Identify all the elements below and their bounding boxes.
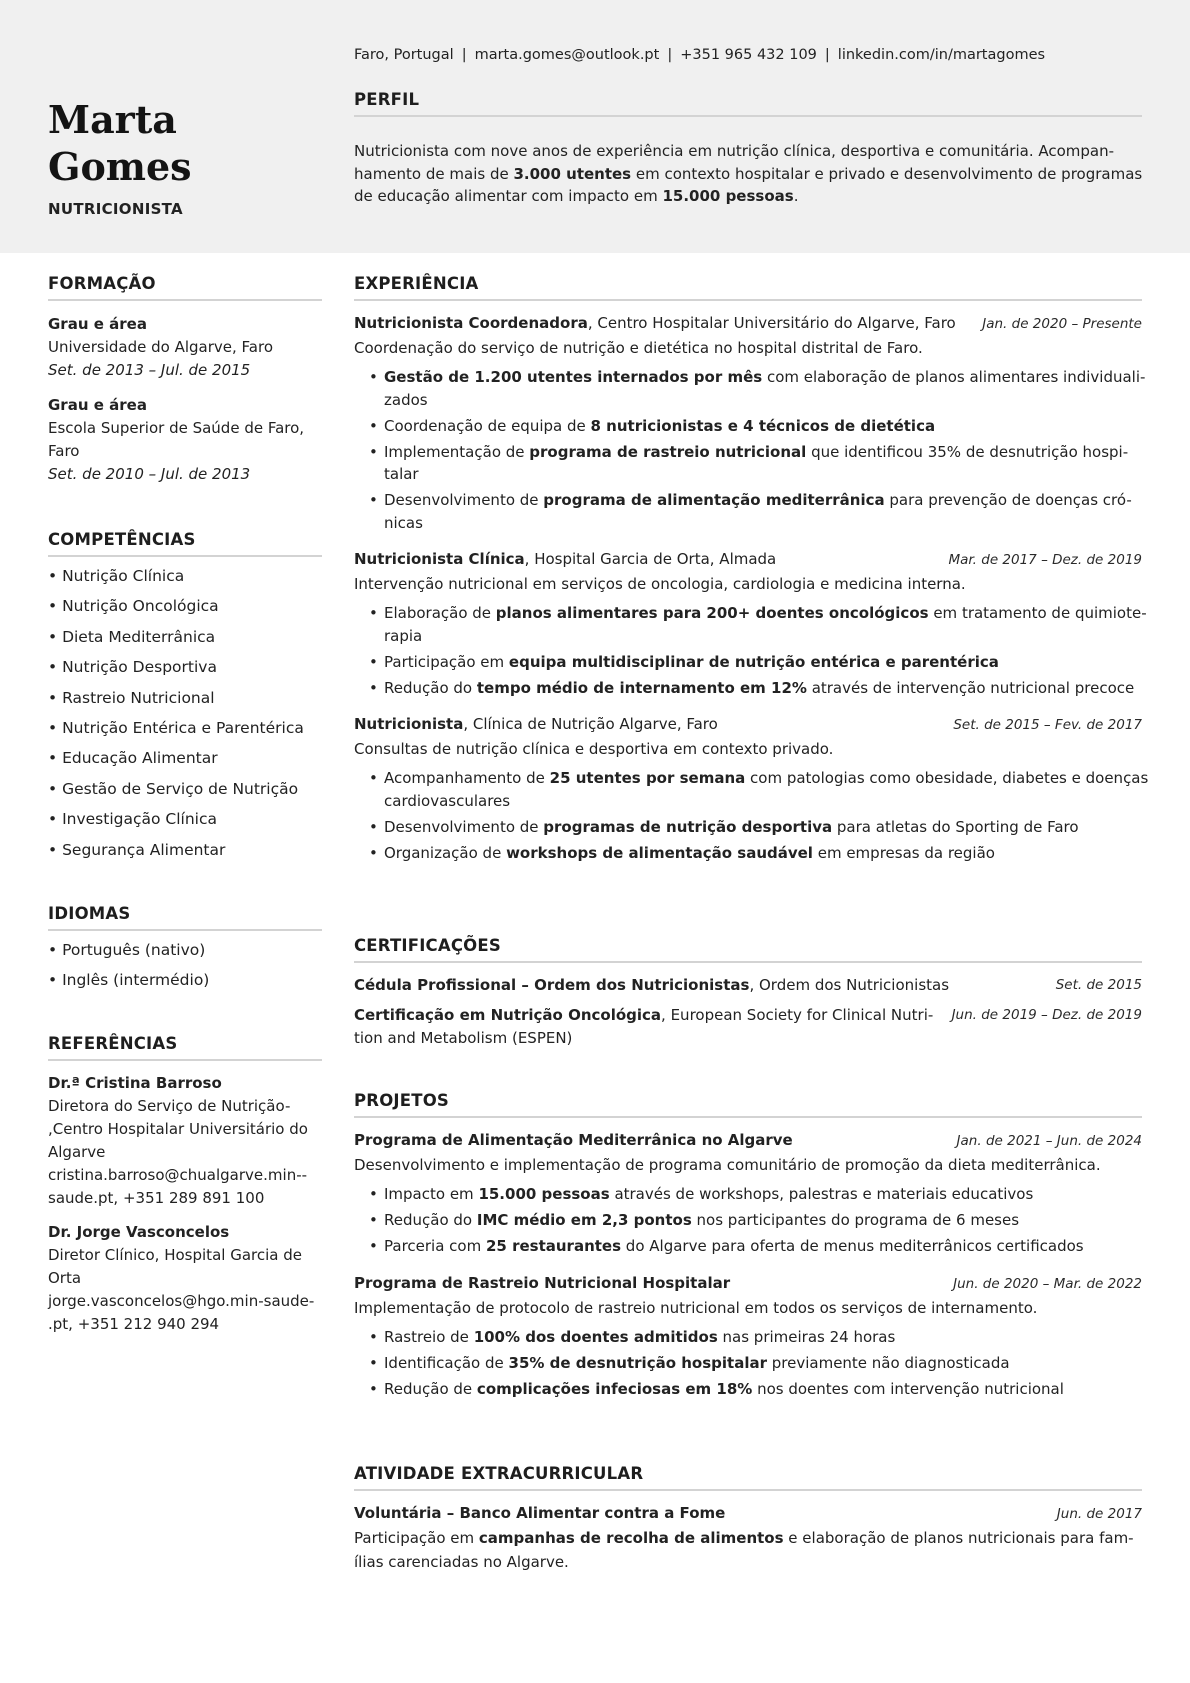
plain-text: com patologias como obesidade, diabetes e doenças xyxy=(745,769,1149,787)
experience-list xyxy=(354,312,1149,864)
plain-text: em contexto hospitalar e privado e desenvolvimento de programas xyxy=(631,164,1143,183)
reference-detail: saude.pt, +351 289 891 100 xyxy=(48,1189,265,1207)
certification-name: Certificação em Nutrição Oncológica xyxy=(354,1006,662,1024)
contact-linkedin[interactable]: linkedin.com/in/martagomes xyxy=(837,47,1046,63)
plain-text: do Algarve para oferta de menus mediterrânicos certificados xyxy=(621,1237,1084,1255)
experience-item xyxy=(354,312,1146,534)
plain-text: Desenvolvimento de xyxy=(384,491,544,509)
reference-item xyxy=(48,1072,322,1210)
extracurricular-header xyxy=(354,1502,1142,1526)
reference-detail: cristina.barroso@chualgarve.min-- xyxy=(48,1166,308,1184)
certification-item xyxy=(354,1004,1142,1050)
certifications-section xyxy=(354,936,1142,1050)
plain-text: através de intervenção nutricional precoce xyxy=(806,678,1135,697)
certification-header xyxy=(354,1004,1142,1050)
reference-detail: Diretora do Serviço de Nutrição- xyxy=(48,1097,291,1115)
plain-text: Participação em xyxy=(384,652,509,671)
reference-detail: Diretor Clínico, Hospital Garcia de xyxy=(48,1246,302,1264)
certification-date: Set. de 2015 xyxy=(1055,977,1142,993)
plain-text: cardiovasculares xyxy=(384,791,511,810)
contact-separator: | xyxy=(461,47,467,63)
highlight-text: 25 restaurantes xyxy=(485,1237,622,1255)
plain-text: através de workshops, palestras e materiais educativos xyxy=(609,1185,1034,1203)
extracurricular-name: Voluntária – Banco Alimentar contra a Fome xyxy=(354,1504,726,1522)
bullet-item xyxy=(354,767,1149,812)
bullet-item xyxy=(354,415,1142,438)
bullet-list xyxy=(354,1326,1142,1401)
bullet-item xyxy=(354,816,1142,839)
bullet-item xyxy=(354,1352,1142,1375)
bullet-list xyxy=(354,366,1146,534)
highlight-text: planos alimentares para 200+ doentes oncológicos xyxy=(495,604,929,622)
highlight-text: 15.000 pessoas xyxy=(478,1185,610,1203)
bullet-list xyxy=(354,602,1147,699)
highlight-text: 25 utentes por semana xyxy=(549,769,746,787)
plain-text: Coordenação de equipa de xyxy=(384,416,591,435)
experience-org: , Hospital Garcia de Orta, Almada xyxy=(524,550,777,568)
bullet-list xyxy=(354,1183,1142,1258)
skill-item: • Nutrição Oncológica xyxy=(48,597,219,616)
contact-location: Faro, Portugal xyxy=(354,47,454,63)
certification-name-line xyxy=(354,1004,933,1050)
bullet-item xyxy=(354,489,1142,534)
bullet-item xyxy=(354,1209,1142,1232)
profile-line xyxy=(354,185,1142,208)
experience-date: Mar. de 2017 – Dez. de 2019 xyxy=(948,552,1142,568)
highlight-text: Gestão de 1.200 utentes internados por mês xyxy=(384,368,763,386)
bullet-item xyxy=(354,842,1142,865)
extracurricular-section xyxy=(354,1464,1142,1574)
contact-line xyxy=(354,47,1045,63)
bullet-item xyxy=(354,602,1147,647)
plain-text: Redução de xyxy=(384,1379,477,1398)
skill-item: • Segurança Alimentar xyxy=(48,840,226,859)
section-title: EXPERIÊNCIA xyxy=(354,274,1142,301)
plain-text: para atletas do Sporting de Faro xyxy=(832,817,1079,836)
bullet-item xyxy=(354,366,1146,411)
plain-text: que identificou 35% de desnutrição hospi- xyxy=(806,442,1129,461)
plain-text: para prevenção de doenças cró- xyxy=(884,491,1132,509)
bullet-line xyxy=(384,790,1142,813)
reference-detail: Orta xyxy=(48,1269,82,1287)
education-institution: Universidade do Algarve, Faro xyxy=(48,338,274,356)
plain-text: talar xyxy=(384,465,419,483)
education-degree: Grau e área xyxy=(48,396,147,414)
profile-line xyxy=(354,140,1142,163)
highlight-text: 8 nutricionistas e 4 técnicos de dietética xyxy=(590,416,936,435)
skill-item: • Nutrição Clínica xyxy=(48,567,185,585)
section-title: REFERÊNCIAS xyxy=(48,1034,322,1061)
certification-date: Jun. de 2019 – Dez. de 2019 xyxy=(951,1007,1142,1023)
project-name: Programa de Alimentação Mediterrânica no Algarve xyxy=(354,1131,793,1149)
projects-section xyxy=(354,1091,1142,1404)
plain-text: Participação em xyxy=(354,1529,479,1547)
education-institution: Faro xyxy=(48,442,80,460)
bullet-line xyxy=(384,512,1142,535)
certification-name-line xyxy=(354,974,949,997)
reference-detail: ,Centro Hospitalar Universitário do xyxy=(48,1120,308,1138)
plain-text: em tratamento de quimiote- xyxy=(928,604,1147,622)
bullet-line xyxy=(384,602,1147,625)
plain-text: Desenvolvimento de xyxy=(384,817,544,836)
section-title: FORMAÇÃO xyxy=(48,274,322,301)
reference-detail: .pt, +351 212 940 294 xyxy=(48,1315,220,1333)
experience-item xyxy=(354,713,1149,864)
bullet-line xyxy=(384,816,1142,839)
plain-text: Redução do xyxy=(384,1211,477,1229)
projects-list xyxy=(354,1129,1142,1400)
highlight-text: programa de alimentação mediterrânica xyxy=(543,491,885,509)
highlight-text: 100% dos doentes admitidos xyxy=(473,1327,718,1346)
section-title: IDIOMAS xyxy=(48,904,322,931)
name-first: Marta xyxy=(48,97,177,142)
skill-item: • Gestão de Serviço de Nutrição xyxy=(48,779,299,798)
section-title: ATIVIDADE EXTRACURRICULAR xyxy=(354,1464,1142,1491)
bullet-item xyxy=(354,441,1142,486)
highlight-text: workshops de alimentação saudável xyxy=(506,843,813,862)
skill-item: • Investigação Clínica xyxy=(48,810,217,829)
plain-text: zados xyxy=(384,390,428,409)
language-item: • Inglês (intermédio) xyxy=(48,971,210,990)
plain-text: nas primeiras 24 horas xyxy=(717,1327,896,1346)
bullet-line xyxy=(384,651,1142,674)
highlight-text: programas de nutrição desportiva xyxy=(543,817,833,836)
plain-text: Rastreio de xyxy=(384,1327,474,1346)
plain-text: Acompanhamento de xyxy=(384,769,550,787)
reference-name: Dr. Jorge Vasconcelos xyxy=(48,1223,230,1241)
languages-list xyxy=(48,935,322,996)
plain-text: hamento de mais de xyxy=(354,164,514,183)
plain-text: previamente não diagnosticada xyxy=(766,1353,1010,1372)
project-item xyxy=(354,1129,1142,1258)
experience-date: Set. de 2015 – Fev. de 2017 xyxy=(953,717,1142,733)
highlight-text: programa de rastreio nutricional xyxy=(529,442,807,461)
plain-text: nos participantes do programa de 6 meses xyxy=(691,1211,1020,1229)
plain-text: Organização de xyxy=(384,843,507,862)
plain-text: e elaboração de planos nutricionais para fam- xyxy=(783,1529,1134,1547)
bullet-line xyxy=(384,366,1146,389)
bullet-line xyxy=(384,767,1149,790)
certification-name: Cédula Profissional – Ordem dos Nutricionistas xyxy=(354,976,750,994)
plain-text: nicas xyxy=(384,513,423,532)
bullet-line xyxy=(384,842,1142,865)
experience-org: , Clínica de Nutrição Algarve, Faro xyxy=(463,715,718,733)
certification-item xyxy=(354,974,1142,997)
highlight-text: tempo médio de internamento em 12% xyxy=(476,678,807,697)
experience-header xyxy=(354,312,1142,336)
experience-date: Jan. de 2020 – Presente xyxy=(982,316,1142,332)
project-description: Implementação de protocolo de rastreio nutricional em todos os serviços de internamento. xyxy=(354,1298,1038,1317)
language-item: • Português (nativo) xyxy=(48,941,206,959)
job-title: NUTRICIONISTA xyxy=(48,200,183,218)
bullet-line xyxy=(384,389,1142,412)
profile-text xyxy=(354,140,1142,208)
experience-role: Nutricionista Clínica xyxy=(354,550,525,568)
plain-text: com elaboração de planos alimentares individuali- xyxy=(762,368,1146,386)
certification-line xyxy=(354,974,949,997)
education-degree: Grau e área xyxy=(48,315,147,333)
plain-text: Parceria com xyxy=(384,1237,486,1255)
experience-section xyxy=(354,274,1149,868)
languages-section xyxy=(48,904,322,996)
references-list xyxy=(48,1072,322,1336)
highlight-text: campanhas de recolha de alimentos xyxy=(478,1529,784,1547)
education-dates: Set. de 2013 – Jul. de 2015 xyxy=(48,361,251,379)
reference-item xyxy=(48,1221,322,1336)
experience-header xyxy=(354,548,1142,572)
highlight-text: 35% de desnutrição hospitalar xyxy=(508,1353,767,1372)
bullet-line xyxy=(384,441,1142,464)
skill-item: • Educação Alimentar xyxy=(48,749,218,768)
contact-separator: | xyxy=(667,47,673,63)
profile-section xyxy=(354,90,1142,208)
experience-description: Intervenção nutricional em serviços de oncologia, cardiologia e medicina interna. xyxy=(354,575,966,593)
experience-org: , Centro Hospitalar Universitário do Algarve, Faro xyxy=(587,314,956,332)
extracurricular-date: Jun. de 2017 xyxy=(1056,1506,1142,1522)
skills-list xyxy=(48,561,322,865)
certification-header xyxy=(354,974,1142,997)
contact-email[interactable]: marta.gomes@outlook.pt xyxy=(474,47,660,63)
bullet-line xyxy=(384,1352,1142,1375)
experience-role-line xyxy=(354,713,718,736)
project-description: Desenvolvimento e implementação de programa comunitário de promoção da dieta mediterrânica. xyxy=(354,1156,1101,1174)
bullet-line xyxy=(384,1326,1142,1349)
bullet-line xyxy=(384,463,1142,486)
plain-text: . xyxy=(793,187,799,205)
contact-separator: | xyxy=(824,47,830,63)
highlight-text: equipa multidisciplinar de nutrição entérica e parentérica xyxy=(508,652,999,671)
section-title: PROJETOS xyxy=(354,1091,1142,1118)
highlight-text: 15.000 pessoas xyxy=(662,187,794,205)
project-header xyxy=(354,1272,1142,1296)
bullet-line xyxy=(384,1378,1142,1401)
plain-text: Identificação de xyxy=(384,1353,509,1372)
bullet-item xyxy=(354,1235,1142,1258)
bullet-line xyxy=(384,1209,1142,1232)
plain-text: rapia xyxy=(384,626,423,645)
experience-item xyxy=(354,548,1147,699)
highlight-text: IMC médio em 2,3 pontos xyxy=(476,1211,692,1229)
certification-org: , Ordem dos Nutricionistas xyxy=(749,976,950,994)
skill-item: • Dieta Mediterrânica xyxy=(48,627,216,646)
project-header xyxy=(354,1129,1142,1153)
plain-text: ílias carenciadas no Algarve. xyxy=(354,1553,569,1571)
bullet-item xyxy=(354,1183,1142,1206)
reference-name: Dr.ª Cristina Barroso xyxy=(48,1074,222,1092)
extracurricular-line xyxy=(354,1526,1142,1550)
bullet-line xyxy=(384,677,1142,700)
experience-role: Nutricionista Coordenadora xyxy=(354,314,588,332)
experience-role-line xyxy=(354,312,956,335)
education-institution: Escola Superior de Saúde de Faro, xyxy=(48,419,305,437)
bullet-line xyxy=(384,489,1142,512)
experience-header xyxy=(354,713,1142,737)
bullet-item xyxy=(354,1326,1142,1349)
profile-line xyxy=(354,163,1142,186)
highlight-text: 3.000 utentes xyxy=(513,164,632,183)
plain-text: Impacto em xyxy=(384,1185,479,1203)
extracurricular-list xyxy=(354,1502,1142,1574)
skill-item: • Nutrição Entérica e Parentérica xyxy=(48,719,304,738)
experience-role: Nutricionista xyxy=(354,715,464,733)
bullet-line xyxy=(384,415,1142,438)
highlight-text: complicações infeciosas em 18% xyxy=(476,1379,753,1398)
bullet-item xyxy=(354,677,1142,700)
plain-text: nos doentes com intervenção nutricional xyxy=(752,1379,1064,1398)
references-section xyxy=(48,1034,322,1336)
candidate-name xyxy=(48,96,192,190)
bullet-line xyxy=(384,625,1142,648)
contact-phone[interactable]: +351 965 432 109 xyxy=(680,47,817,63)
project-item xyxy=(354,1272,1142,1401)
bullet-line xyxy=(384,1183,1142,1206)
plain-text: de educação alimentar com impacto em xyxy=(354,187,663,205)
bullet-item xyxy=(354,651,1142,674)
plain-text: Redução do xyxy=(384,678,477,697)
education-item xyxy=(48,313,322,382)
bullet-line xyxy=(384,1235,1142,1258)
plain-text: Nutricionista com nove anos de experiência em nutrição clínica, desportiva e comunitária. Acompan- xyxy=(354,142,1115,160)
skill-item: • Rastreio Nutricional xyxy=(48,688,215,707)
section-title: CERTIFICAÇÕES xyxy=(354,936,1142,963)
bullet-list xyxy=(354,767,1149,864)
plain-text: Implementação de xyxy=(384,442,530,461)
certification-org-cont: tion and Metabolism (ESPEN) xyxy=(354,1029,573,1047)
certification-org: , European Society for Clinical Nutri- xyxy=(661,1006,934,1024)
experience-description: Coordenação do serviço de nutrição e dietética no hospital distrital de Faro. xyxy=(354,339,923,357)
experience-role-line xyxy=(354,548,776,571)
reference-detail: Algarve xyxy=(48,1143,106,1161)
section-title: COMPETÊNCIAS xyxy=(48,530,322,557)
education-dates: Set. de 2010 – Jul. de 2013 xyxy=(48,465,251,483)
bullet-item xyxy=(354,1378,1142,1401)
reference-detail: jorge.vasconcelos@hgo.min-saude- xyxy=(48,1292,315,1310)
education-section xyxy=(48,274,322,486)
experience-description: Consultas de nutrição clínica e desportiva em contexto privado. xyxy=(354,740,834,758)
skill-item: • Nutrição Desportiva xyxy=(48,658,217,677)
project-name: Programa de Rastreio Nutricional Hospitalar xyxy=(354,1273,731,1292)
section-title: PERFIL xyxy=(354,90,1142,117)
certifications-list xyxy=(354,974,1142,1050)
education-item xyxy=(48,394,322,486)
project-date: Jan. de 2021 – Jun. de 2024 xyxy=(956,1133,1142,1149)
education-list xyxy=(48,313,322,486)
skills-section xyxy=(48,530,322,865)
project-date: Jun. de 2020 – Mar. de 2022 xyxy=(953,1275,1142,1292)
name-last: Gomes xyxy=(48,144,192,189)
certification-line xyxy=(354,1004,933,1027)
plain-text: Elaboração de xyxy=(384,604,496,622)
extracurricular-item xyxy=(354,1502,1142,1574)
plain-text: em empresas da região xyxy=(812,843,995,862)
extracurricular-line xyxy=(354,1550,1142,1574)
